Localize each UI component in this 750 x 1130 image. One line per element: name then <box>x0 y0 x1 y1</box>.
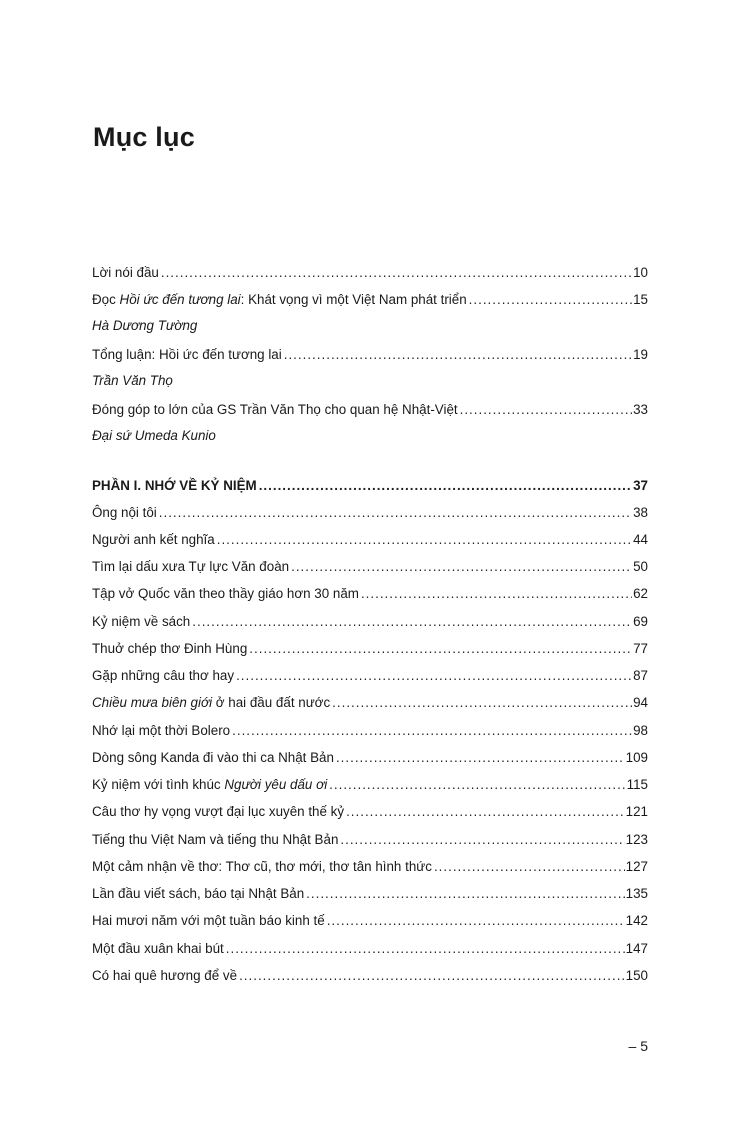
page-number: 127 <box>625 859 648 874</box>
toc-entry[interactable] <box>92 640 648 658</box>
entry-title-rest: : Khát vọng vì một Việt Nam phát triển <box>240 292 467 307</box>
toc-entry[interactable] <box>92 776 648 794</box>
entry-title: Tổng luận: Hồi ức đến tương lai <box>92 347 282 362</box>
toc-entry[interactable] <box>92 967 648 985</box>
page-number: 15 <box>633 292 648 307</box>
page-number: 62 <box>633 586 648 601</box>
toc-part-heading[interactable] <box>92 477 648 495</box>
entry-title: Có hai quê hương để về <box>92 968 238 983</box>
toc-entry[interactable] <box>92 749 648 767</box>
entry-title-rest: ở hai đầu đất nước <box>212 695 331 710</box>
page-number: 87 <box>633 668 648 683</box>
page-number: 135 <box>625 886 648 901</box>
page-number: 37 <box>633 478 648 493</box>
toc-entry[interactable] <box>92 585 648 603</box>
page-number: 109 <box>625 750 648 765</box>
entry-title: Lời nói đầu <box>92 265 159 280</box>
dot-leader <box>469 291 632 309</box>
dot-leader <box>346 803 625 821</box>
entry-title: Kỷ niệm về sách <box>92 614 191 629</box>
page-number: 147 <box>625 941 648 956</box>
dot-leader <box>259 477 632 495</box>
entry-title-italic: Chiều mưa biên giới <box>92 695 213 710</box>
dot-leader <box>460 401 632 419</box>
page-number: 98 <box>633 723 648 738</box>
toc-entry[interactable] <box>92 531 648 549</box>
part-title: PHẦN I. NHỚ VỀ KỶ NIỆM <box>92 478 257 493</box>
page-number: 19 <box>633 347 648 362</box>
entry-title: Kỷ niệm với tình khúc <box>92 777 225 792</box>
page-number: 150 <box>625 968 648 983</box>
dot-leader <box>249 640 632 658</box>
toc-entry[interactable] <box>92 722 648 740</box>
page-number: 77 <box>633 641 648 656</box>
page-number: 121 <box>625 804 648 819</box>
page-number: 123 <box>625 832 648 847</box>
toc-entry[interactable] <box>92 667 648 685</box>
dot-leader <box>192 613 632 631</box>
entry-title: Một đầu xuân khai bút <box>92 941 224 956</box>
toc-entry-preface[interactable] <box>92 264 648 282</box>
page-number: 10 <box>633 265 648 280</box>
page-number: 94 <box>633 695 648 710</box>
dot-leader <box>329 776 625 794</box>
entry-title: Dòng sông Kanda đi vào thi ca Nhật Bản <box>92 750 334 765</box>
dot-leader <box>327 912 625 930</box>
dot-leader <box>434 858 625 876</box>
dot-leader <box>232 722 632 740</box>
page-number: 50 <box>633 559 648 574</box>
entry-title-italic: Người yêu dấu ơi <box>224 777 328 792</box>
dot-leader <box>336 749 625 767</box>
entry-title-italic: Hồi ức đến tương lai <box>119 292 241 307</box>
entry-title: Tìm lại dấu xưa Tự lực Văn đoàn <box>92 559 290 574</box>
toc-entry[interactable] <box>92 940 648 958</box>
toc-entry-overview[interactable] <box>92 346 648 390</box>
toc-entry[interactable] <box>92 613 648 631</box>
dot-leader <box>361 585 632 603</box>
dot-leader <box>236 667 632 685</box>
page-number: 69 <box>633 614 648 629</box>
toc-entry[interactable] <box>92 885 648 903</box>
entry-title: Ông nội tôi <box>92 505 157 520</box>
toc-entry[interactable] <box>92 694 648 712</box>
dot-leader <box>217 531 632 549</box>
page-number: 33 <box>633 402 648 417</box>
dot-leader <box>284 346 632 364</box>
toc-entry[interactable] <box>92 858 648 876</box>
toc-entry-reading[interactable] <box>92 291 648 335</box>
page-number: 115 <box>626 777 648 792</box>
toc-entry-contribution[interactable] <box>92 401 648 445</box>
page-number: 38 <box>633 505 648 520</box>
toc-entry[interactable] <box>92 912 648 930</box>
dot-leader <box>239 967 625 985</box>
entry-title: Đóng góp to lớn của GS Trần Văn Thọ cho quan hệ Nhật-Việt <box>92 402 458 417</box>
entry-author: Hà Dương Tường <box>92 318 198 333</box>
page-number: 142 <box>625 913 648 928</box>
entry-title: Tập vở Quốc văn theo thầy giáo hơn 30 năm <box>92 586 359 601</box>
entry-title: Thuở chép thơ Đinh Hùng <box>92 641 248 656</box>
page-folio: – 5 <box>628 1038 648 1054</box>
page-title: Mục lục <box>93 122 195 152</box>
dot-leader <box>306 885 624 903</box>
dot-leader <box>291 558 632 576</box>
entry-author: Trần Văn Thọ <box>92 373 173 388</box>
dot-leader <box>226 940 625 958</box>
dot-leader <box>159 504 632 522</box>
toc-entry[interactable] <box>92 803 648 821</box>
entry-title: Nhớ lại một thời Bolero <box>92 723 231 738</box>
toc-entry[interactable] <box>92 558 648 576</box>
entry-title: Hai mươi năm với một tuần báo kinh tế <box>92 913 325 928</box>
entry-title: Người anh kết nghĩa <box>92 532 215 547</box>
entry-title: Lần đầu viết sách, báo tại Nhật Bản <box>92 886 305 901</box>
page-number: 44 <box>633 532 648 547</box>
entry-title: Gặp những câu thơ hay <box>92 668 235 683</box>
entry-title: Câu thơ hy vọng vượt đại lục xuyên thế kỷ <box>92 804 345 819</box>
entry-author: Đại sứ Umeda Kunio <box>92 428 216 443</box>
dot-leader <box>340 831 624 849</box>
entry-title: Một cảm nhận về thơ: Thơ cũ, thơ mới, thơ tân hình thức <box>92 859 432 874</box>
dot-leader <box>161 264 632 282</box>
entry-title: Đọc <box>92 292 120 307</box>
toc-entry[interactable] <box>92 504 648 522</box>
entry-title: Tiếng thu Việt Nam và tiếng thu Nhật Bản <box>92 832 339 847</box>
dot-leader <box>332 694 632 712</box>
toc-entry[interactable] <box>92 831 648 849</box>
